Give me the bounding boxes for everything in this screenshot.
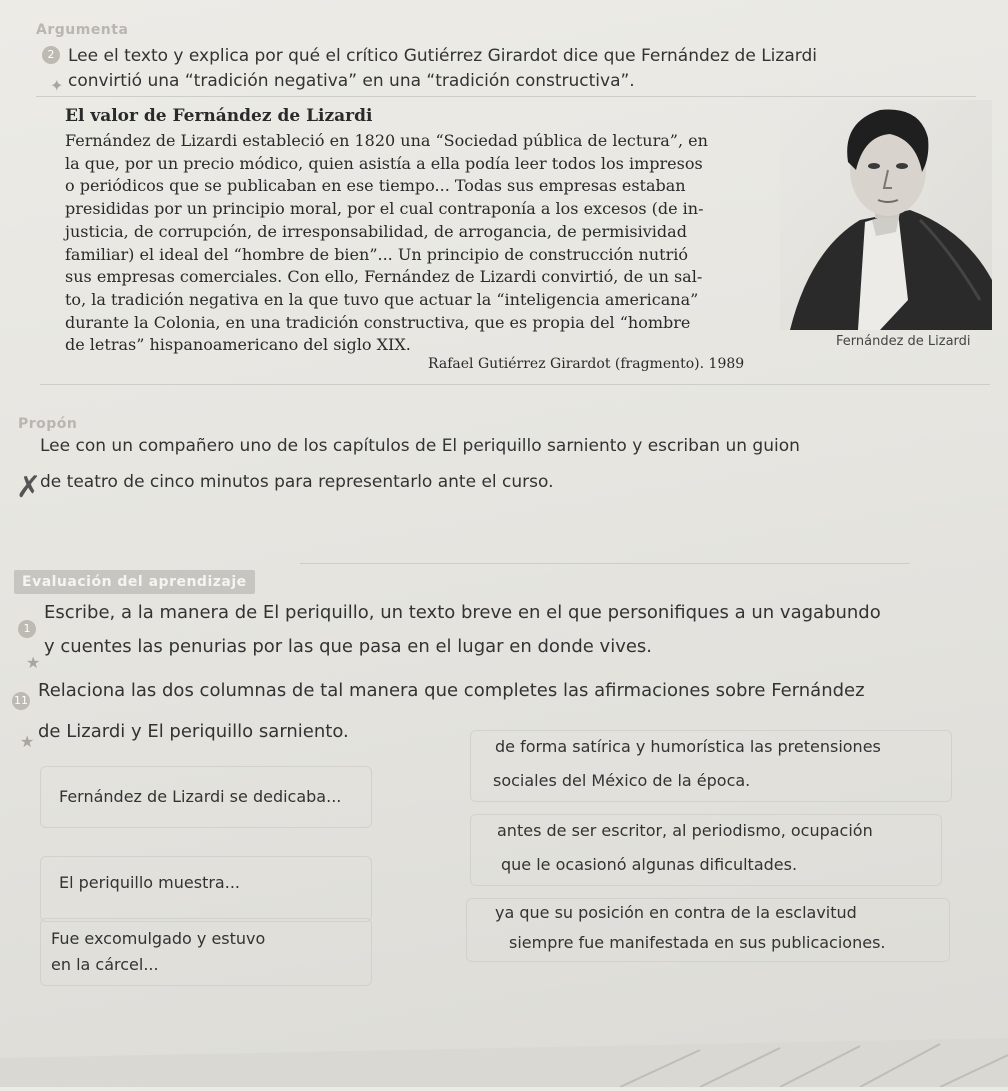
matching-right-text: siempre fue manifestada en sus publicaciones. [509,933,886,952]
section-label-propon: Propón [18,416,78,432]
article-line: presididas por un principio moral, por el cual contraponía a los excesos (de in- [65,199,704,219]
evaluacion-item2-line1: Relaciona las dos columnas de tal manera que completes las afirmaciones sobre Fernández [38,680,865,701]
evaluacion-item1-line1: Escribe, a la manera de El periquillo, un texto breve en el que personifiques a un vagabundo [44,602,881,623]
article-title: El valor de Fernández de Lizardi [65,106,373,126]
article-line: o periódicos que se publicaban en ese tiempo... Todas sus empresas estaban [65,176,686,196]
article-line: Fernández de Lizardi estableció en 1820 una “Sociedad pública de lectura”, en [65,131,708,150]
article-body [65,130,708,357]
article-line: la que, por un precio módico, quien asistía a ella podía leer todos los impresos [65,153,703,173]
matching-right-text: ya que su posición en contra de la esclavitud [495,903,857,922]
star-icon: ★ [26,653,41,672]
evaluacion-item1-line2: y cuentes las penurias por las que pasa en el lugar en donde vives. [44,636,653,657]
article-line: justicia, de corrupción, de irresponsabilidad, de arrogancia, de permisividad [65,221,687,241]
page-bottom-edge [0,1030,1008,1087]
article-line: durante la Colonia, en una tradición constructiva, que es propia del “hombre [65,312,691,332]
matching-left-text: Fue excomulgado y estuvo [51,929,266,948]
article-source: Rafael Gutiérrez Girardot (fragmento). 1989 [428,356,745,372]
divider [36,96,976,97]
matching-right-text: sociales del México de la época. [493,771,751,790]
divider [300,563,910,564]
argumenta-instruction-line1: Lee el texto y explica por qué el crítico Gutiérrez Girardot dice que Fernández de Lizardi [68,46,817,66]
activity-number-badge: 2 [42,46,60,64]
argumenta-instruction-line2: convirtió una “tradición negativa” en una “tradición constructiva”. [68,71,635,91]
matching-right-item[interactable] [470,814,942,886]
propon-instruction-line2: de teatro de cinco minutos para representarlo ante el curso. [40,472,554,492]
evaluacion-item2-line2: de Lizardi y El periquillo sarniento. [38,721,349,742]
divider [40,384,990,385]
propon-instruction-line1: Lee con un compañero uno de los capítulos de El periquillo sarniento y escriban un guion [40,436,800,456]
portrait-image [780,100,992,330]
portrait-caption: Fernández de Lizardi [836,334,971,349]
matching-right-item[interactable] [470,730,952,802]
matching-left-text: en la cárcel... [51,955,159,974]
check-mark-icon: ✗ [16,470,42,505]
matching-right-text: que le ocasionó algunas dificultades. [501,855,798,874]
article-line: sus empresas comerciales. Con ello, Fernández de Lizardi convirtió, de un sal- [65,267,703,287]
star-icon: ✦ [50,76,64,95]
matching-right-text: de forma satírica y humorística las pretensiones [495,737,881,756]
star-icon: ★ [20,732,35,751]
section-label-evaluacion: Evaluación del aprendizaje [14,570,255,594]
article-line: de letras” hispanoamericano del siglo XIX. [65,335,411,355]
article-line: to, la tradición negativa en la que tuvo que actuar la “inteligencia americana” [65,289,699,309]
article-line: familiar) el ideal del “hombre de bien”... Un principio de construcción nutrió [65,244,688,264]
activity-number-badge: 1 [18,620,36,638]
matching-left-text: El periquillo muestra... [59,873,240,892]
section-label-argumenta: Argumenta [36,22,129,38]
matching-right-item[interactable] [466,898,950,962]
matching-left-item[interactable] [40,766,372,828]
activity-number-badge: 11 [12,692,30,710]
matching-left-item[interactable] [40,856,372,922]
matching-right-text: antes de ser escritor, al periodismo, ocupación [497,821,873,840]
matching-left-text: Fernández de Lizardi se dedicaba... [59,787,342,806]
matching-left-item[interactable] [40,918,372,986]
